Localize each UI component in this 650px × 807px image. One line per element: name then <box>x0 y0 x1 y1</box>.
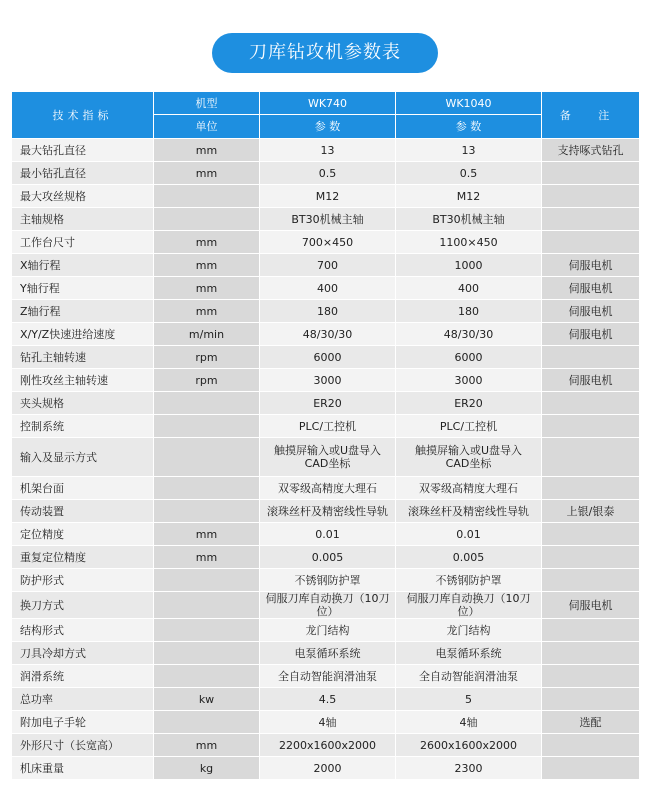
row-note <box>542 162 640 185</box>
row-name: 最大攻丝规格 <box>12 185 154 208</box>
row-value-wk740: 400 <box>260 277 396 300</box>
table-row <box>12 711 640 734</box>
row-value-wk1040: 4轴 <box>396 711 542 734</box>
row-note: 伺服电机 <box>542 254 640 277</box>
table-row <box>12 500 640 523</box>
row-value-wk740: 4.5 <box>260 688 396 711</box>
row-name: 最小钻孔直径 <box>12 162 154 185</box>
row-name: 刀具冷却方式 <box>12 642 154 665</box>
row-note: 上银/银泰 <box>542 500 640 523</box>
row-value-wk1040: 1000 <box>396 254 542 277</box>
table-row <box>12 688 640 711</box>
row-value-wk1040: BT30机械主轴 <box>396 208 542 231</box>
row-name: 机架台面 <box>12 477 154 500</box>
row-note: 伺服电机 <box>542 369 640 392</box>
row-note: 伺服电机 <box>542 592 640 619</box>
row-unit <box>154 438 260 477</box>
row-name: 换刀方式 <box>12 592 154 619</box>
header-unit-label: 单位 <box>154 115 260 139</box>
table-row <box>12 277 640 300</box>
row-note <box>542 569 640 592</box>
row-name: X/Y/Z快速进给速度 <box>12 323 154 346</box>
row-value-wk740: 180 <box>260 300 396 323</box>
header-param-1: 参 数 <box>260 115 396 139</box>
row-value-wk740: 触摸屏输入或U盘导入 CAD坐标 <box>260 438 396 477</box>
row-unit <box>154 642 260 665</box>
row-unit: mm <box>154 277 260 300</box>
table-row <box>12 231 640 254</box>
row-note <box>542 392 640 415</box>
table-row <box>12 619 640 642</box>
row-value-wk1040: 48/30/30 <box>396 323 542 346</box>
row-note <box>542 415 640 438</box>
row-note <box>542 523 640 546</box>
row-name: 机床重量 <box>12 757 154 780</box>
row-note: 伺服电机 <box>542 277 640 300</box>
row-name: 润滑系统 <box>12 665 154 688</box>
row-value-wk740: 4轴 <box>260 711 396 734</box>
row-note: 选配 <box>542 711 640 734</box>
row-value-wk1040: 电泵循环系统 <box>396 642 542 665</box>
header-param-2: 参 数 <box>396 115 542 139</box>
row-unit <box>154 208 260 231</box>
row-value-wk1040: 全自动智能润滑油泵 <box>396 665 542 688</box>
row-value-wk1040: 伺服刀库自动换刀（10刀位） <box>396 592 542 619</box>
row-value-wk1040: 2300 <box>396 757 542 780</box>
row-value-wk740: 伺服刀库自动换刀（10刀位） <box>260 592 396 619</box>
row-name: 工作台尺寸 <box>12 231 154 254</box>
table-row <box>12 642 640 665</box>
table-row <box>12 546 640 569</box>
table-row <box>12 254 640 277</box>
row-value-wk740: 不锈钢防护罩 <box>260 569 396 592</box>
row-name: 输入及显示方式 <box>12 438 154 477</box>
row-value-wk1040: M12 <box>396 185 542 208</box>
header-note: 备 注 <box>542 92 640 139</box>
row-value-wk1040: 1100×450 <box>396 231 542 254</box>
row-name: 附加电子手轮 <box>12 711 154 734</box>
row-unit <box>154 415 260 438</box>
row-name: 防护形式 <box>12 569 154 592</box>
table-row <box>12 592 640 619</box>
row-unit: rpm <box>154 369 260 392</box>
row-name: 控制系统 <box>12 415 154 438</box>
row-value-wk740: 0.005 <box>260 546 396 569</box>
row-name: 夹头规格 <box>12 392 154 415</box>
page-title: 刀库钻攻机参数表 <box>212 33 438 73</box>
table-row <box>12 477 640 500</box>
row-value-wk740: 全自动智能润滑油泵 <box>260 665 396 688</box>
row-note <box>542 642 640 665</box>
table-row <box>12 139 640 162</box>
row-value-wk1040: 13 <box>396 139 542 162</box>
row-unit: mm <box>154 162 260 185</box>
row-value-wk1040: 0.005 <box>396 546 542 569</box>
row-value-wk740: 滚珠丝杆及精密线性导轨 <box>260 500 396 523</box>
row-note <box>542 546 640 569</box>
row-name: 钻孔主轴转速 <box>12 346 154 369</box>
table-row <box>12 162 640 185</box>
row-unit: kw <box>154 688 260 711</box>
row-value-wk740: 龙门结构 <box>260 619 396 642</box>
row-value-wk1040: 6000 <box>396 346 542 369</box>
row-note: 伺服电机 <box>542 323 640 346</box>
row-note <box>542 438 640 477</box>
row-unit: mm <box>154 254 260 277</box>
row-value-wk1040: 5 <box>396 688 542 711</box>
row-name: 重复定位精度 <box>12 546 154 569</box>
table-row <box>12 757 640 780</box>
row-unit: rpm <box>154 346 260 369</box>
row-value-wk740: 13 <box>260 139 396 162</box>
row-value-wk740: 700×450 <box>260 231 396 254</box>
row-value-wk740: 2200x1600x2000 <box>260 734 396 757</box>
row-value-wk740: PLC/工控机 <box>260 415 396 438</box>
row-value-wk1040: 2600x1600x2000 <box>396 734 542 757</box>
row-unit <box>154 392 260 415</box>
row-value-wk740: 双零级高精度大理石 <box>260 477 396 500</box>
row-unit <box>154 185 260 208</box>
row-unit <box>154 477 260 500</box>
row-note <box>542 757 640 780</box>
header-model-label: 机型 <box>154 92 260 115</box>
row-value-wk1040: 0.5 <box>396 162 542 185</box>
row-value-wk740: M12 <box>260 185 396 208</box>
row-unit: mm <box>154 300 260 323</box>
table-body <box>12 139 640 780</box>
table-row <box>12 300 640 323</box>
table-row <box>12 415 640 438</box>
table-row <box>12 734 640 757</box>
row-unit <box>154 619 260 642</box>
row-value-wk1040: 触摸屏输入或U盘导入 CAD坐标 <box>396 438 542 477</box>
row-unit <box>154 665 260 688</box>
row-name: 结构形式 <box>12 619 154 642</box>
table-row <box>12 346 640 369</box>
header-model-2: WK1040 <box>396 92 542 115</box>
row-value-wk1040: 双零级高精度大理石 <box>396 477 542 500</box>
row-unit: mm <box>154 734 260 757</box>
row-unit: mm <box>154 231 260 254</box>
spec-table <box>11 91 640 780</box>
row-note: 伺服电机 <box>542 300 640 323</box>
row-unit <box>154 711 260 734</box>
row-note: 支持啄式钻孔 <box>542 139 640 162</box>
row-note <box>542 185 640 208</box>
table-row <box>12 323 640 346</box>
row-name: 传动装置 <box>12 500 154 523</box>
row-note <box>542 346 640 369</box>
row-value-wk1040: 3000 <box>396 369 542 392</box>
row-unit: mm <box>154 523 260 546</box>
header-model-1: WK740 <box>260 92 396 115</box>
row-note <box>542 688 640 711</box>
row-value-wk1040: 400 <box>396 277 542 300</box>
row-value-wk740: 0.5 <box>260 162 396 185</box>
row-unit: mm <box>154 139 260 162</box>
row-unit: m/min <box>154 323 260 346</box>
row-note <box>542 208 640 231</box>
row-value-wk1040: ER20 <box>396 392 542 415</box>
table-row <box>12 392 640 415</box>
table-row <box>12 208 640 231</box>
row-value-wk740: 电泵循环系统 <box>260 642 396 665</box>
row-value-wk740: 48/30/30 <box>260 323 396 346</box>
table-row <box>12 369 640 392</box>
table-row <box>12 665 640 688</box>
row-unit <box>154 500 260 523</box>
row-value-wk1040: 不锈钢防护罩 <box>396 569 542 592</box>
row-value-wk1040: 0.01 <box>396 523 542 546</box>
table-row <box>12 569 640 592</box>
row-value-wk740: BT30机械主轴 <box>260 208 396 231</box>
row-value-wk740: 3000 <box>260 369 396 392</box>
row-value-wk740: 2000 <box>260 757 396 780</box>
row-unit: mm <box>154 546 260 569</box>
row-name: 外形尺寸（长宽高） <box>12 734 154 757</box>
row-note <box>542 477 640 500</box>
title-banner <box>0 33 650 73</box>
row-name: 定位精度 <box>12 523 154 546</box>
row-value-wk1040: 180 <box>396 300 542 323</box>
row-note <box>542 231 640 254</box>
row-note <box>542 619 640 642</box>
row-note <box>542 734 640 757</box>
row-name: Z轴行程 <box>12 300 154 323</box>
row-name: X轴行程 <box>12 254 154 277</box>
header-tech: 技术指标 <box>12 92 154 139</box>
table-header <box>12 92 640 139</box>
row-name: Y轴行程 <box>12 277 154 300</box>
table-row <box>12 438 640 477</box>
table-row <box>12 185 640 208</box>
row-name: 主轴规格 <box>12 208 154 231</box>
row-value-wk1040: 滚珠丝杆及精密线性导轨 <box>396 500 542 523</box>
row-unit <box>154 569 260 592</box>
row-value-wk740: 6000 <box>260 346 396 369</box>
row-note <box>542 665 640 688</box>
row-value-wk740: ER20 <box>260 392 396 415</box>
row-value-wk1040: PLC/工控机 <box>396 415 542 438</box>
row-name: 总功率 <box>12 688 154 711</box>
row-name: 刚性攻丝主轴转速 <box>12 369 154 392</box>
row-unit: kg <box>154 757 260 780</box>
row-value-wk740: 700 <box>260 254 396 277</box>
row-value-wk1040: 龙门结构 <box>396 619 542 642</box>
row-unit <box>154 592 260 619</box>
row-name: 最大钻孔直径 <box>12 139 154 162</box>
row-value-wk740: 0.01 <box>260 523 396 546</box>
table-row <box>12 523 640 546</box>
